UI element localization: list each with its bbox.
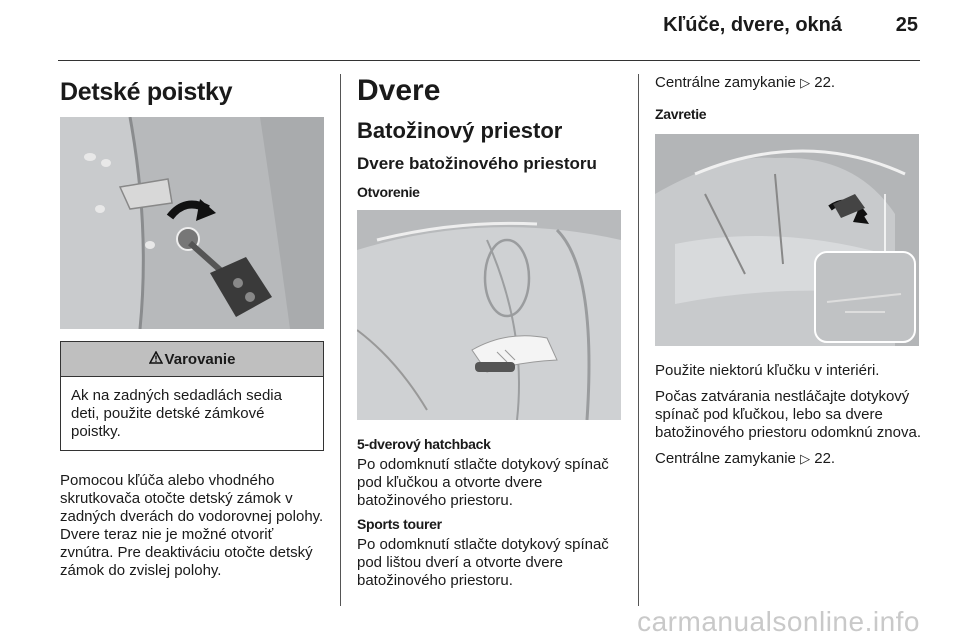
warning-text: Ak na zadných sedadlách sedia deti, použite detské zámkové poistky.: [71, 387, 282, 440]
warning-header: [61, 342, 323, 377]
header-title: Kľúče, dvere, okná: [663, 14, 842, 36]
label-hatchback: 5-dverový hatchback: [357, 436, 491, 452]
warning-title: Varovanie: [164, 350, 236, 368]
watermark: carmanualsonline.info: [637, 606, 920, 637]
reference-page: 22.: [814, 74, 836, 91]
reference-central-locking-bottom: [655, 450, 923, 468]
header-rule: [58, 60, 920, 61]
column-closing: [655, 72, 923, 476]
subheading-luggage-compartment: Batožinový priestor: [357, 118, 563, 143]
tailgate-closing-illustration: [655, 134, 919, 346]
reference-page: 22.: [814, 450, 836, 467]
column-divider-1: [340, 74, 341, 606]
subheading-tailgate: Dvere batožinového priestoru: [357, 154, 597, 173]
reference-central-locking-top: [655, 74, 923, 92]
reference-arrow-icon: ▷: [800, 451, 811, 466]
closing-warning-text: Počas zatvárania nestláčajte dotykový spínač pod kľučkou, lebo sa dvere batožinového priestoru odomknú znova.: [655, 388, 922, 441]
warning-triangle-icon: [149, 351, 163, 368]
closing-use-handle: Použite niektorú kľučku v interiéri.: [655, 362, 880, 379]
tailgate-opening-illustration: [357, 210, 621, 420]
label-closing: Zavretie: [655, 106, 707, 122]
child-lock-instructions: Pomocou kľúča alebo vhodného skrutkovača otočte detský zámok v zadných dverách do vodorovnej polohy. Dvere teraz nie je možné otvoriť zvnútra. Pre deaktiváciu otočte detský zámok do zvislej polohy.: [60, 472, 324, 579]
page-number: 25: [895, 14, 918, 36]
reference-text: Centrálne zamykanie: [655, 74, 796, 91]
column-child-locks: [60, 72, 324, 588]
reference-text: Centrálne zamykanie: [655, 450, 796, 467]
hatchback-instructions: Po odomknutí stlačte dotykový spínač pod kľučkou a otvorte dvere batožinového priestoru.: [357, 456, 609, 509]
column-divider-2: [638, 74, 639, 606]
warning-box: [60, 341, 324, 451]
label-sports-tourer: Sports tourer: [357, 516, 442, 532]
label-opening: Otvorenie: [357, 184, 420, 200]
child-lock-illustration: [60, 117, 324, 329]
section-heading-doors: Dvere: [357, 74, 441, 107]
column-doors: [357, 72, 623, 598]
sports-tourer-instructions: Po odomknutí stlačte dotykový spínač pod lištou dverí a otvorte dvere batožinového priestoru.: [357, 536, 609, 589]
section-heading-child-locks: Detské poistky: [60, 78, 233, 106]
reference-arrow-icon: ▷: [800, 75, 811, 90]
